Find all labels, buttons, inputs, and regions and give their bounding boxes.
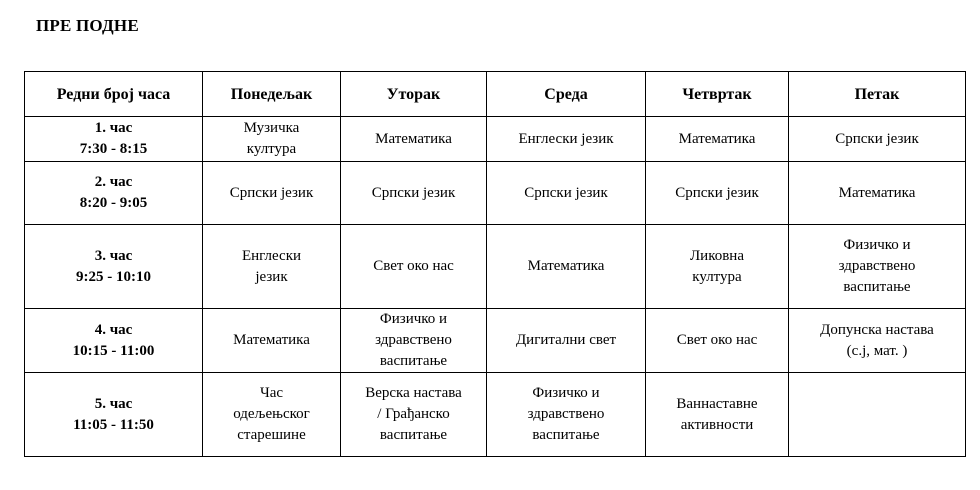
subject-line: Енглески — [241, 247, 302, 264]
tuesday-cell — [341, 309, 487, 373]
subject-line: Физичко и — [379, 311, 448, 327]
subject-line: Српски језик — [835, 130, 919, 147]
table-row — [25, 309, 966, 373]
tuesday-cell — [341, 373, 487, 457]
lesson-time: 7:30 - 8:15 — [79, 141, 148, 157]
tuesday-cell — [341, 117, 487, 162]
subject-line: Физичко и — [532, 385, 600, 401]
subject-line: култура — [246, 141, 297, 157]
monday-cell — [203, 162, 341, 225]
subject-line: (с.ј, мат. ) — [846, 342, 908, 359]
subject-line: Свет око нас — [373, 258, 454, 274]
subject-line: Српски језик — [229, 184, 314, 201]
wednesday-cell — [487, 309, 646, 373]
lesson-number-cell — [25, 309, 203, 373]
header-cell-tuesday: Уторак — [341, 72, 487, 117]
thursday-cell — [646, 373, 789, 457]
tuesday-cell — [341, 225, 487, 309]
thursday-cell — [646, 225, 789, 309]
wednesday-cell — [487, 162, 646, 225]
lesson-number: 3. час — [94, 247, 133, 264]
wednesday-cell — [487, 225, 646, 309]
wednesday-cell — [487, 117, 646, 162]
subject-line: васпитање — [843, 279, 911, 295]
friday-cell — [789, 225, 966, 309]
subject-line: Свет око нас — [676, 332, 758, 348]
subject-line: Физичко и — [843, 237, 911, 253]
table-row — [25, 117, 966, 162]
monday-cell — [203, 373, 341, 457]
subject-line: Дигитални свет — [515, 332, 617, 348]
subject-line: Ликовна — [690, 247, 744, 264]
lesson-time: 8:20 - 9:05 — [79, 195, 148, 211]
table-row — [25, 373, 966, 457]
thursday-cell — [646, 162, 789, 225]
lesson-number: 2. час — [94, 174, 133, 190]
schedule-table — [24, 71, 966, 457]
header-cell-monday: Понедељак — [203, 72, 341, 117]
lesson-number: 1. час — [94, 120, 133, 136]
tuesday-cell — [341, 162, 487, 225]
subject-line: васпитање — [532, 427, 600, 443]
friday-cell — [789, 162, 966, 225]
subject-line: Музичка — [243, 120, 300, 136]
subject-line: Математика — [838, 184, 916, 201]
lesson-number: 5. час — [94, 395, 133, 412]
subject-line: језик — [255, 268, 288, 285]
subject-line: активности — [680, 416, 754, 433]
lesson-time: 11:05 - 11:50 — [73, 416, 154, 433]
wednesday-cell — [487, 373, 646, 457]
lesson-number-cell — [25, 225, 203, 309]
friday-cell — [789, 309, 966, 373]
monday-cell — [203, 117, 341, 162]
thursday-cell — [646, 117, 789, 162]
subject-line: Математика — [233, 332, 310, 348]
lesson-number: 4. час — [94, 321, 133, 338]
subject-line: Енглески језик — [518, 130, 614, 147]
table-row — [25, 225, 966, 309]
subject-line: / Грађанско — [377, 406, 450, 422]
subject-line: Математика — [375, 130, 452, 147]
subject-line: здравствено — [375, 332, 452, 348]
page-title: ПРЕ ПОДНЕ — [36, 16, 139, 35]
subject-line: Математика — [527, 258, 605, 274]
subject-line: Верска настава — [365, 385, 462, 401]
header-row — [25, 72, 966, 117]
lesson-time: 9:25 - 10:10 — [76, 268, 151, 285]
header-cell-friday: Петак — [789, 72, 966, 117]
subject-line: здравствено — [527, 406, 605, 422]
subject-line: Допунска настава — [820, 321, 934, 338]
subject-line: Српски језик — [524, 184, 608, 201]
subject-line: Српски језик — [371, 184, 456, 201]
monday-cell — [203, 309, 341, 373]
subject-line: Српски језик — [675, 184, 759, 201]
subject-line: старешине — [237, 427, 306, 443]
friday-cell — [789, 373, 966, 457]
header-cell-lesson-number: Редни број часа — [25, 72, 203, 117]
monday-cell — [203, 225, 341, 309]
subject-line: Ваннаставне — [676, 395, 758, 412]
lesson-number-cell — [25, 373, 203, 457]
lesson-number-cell — [25, 117, 203, 162]
table-row — [25, 162, 966, 225]
thursday-cell — [646, 309, 789, 373]
header-cell-wednesday: Среда — [487, 72, 646, 117]
lesson-time: 10:15 - 11:00 — [72, 342, 155, 359]
header-cell-thursday: Четвртак — [646, 72, 789, 117]
lesson-number-cell — [25, 162, 203, 225]
subject-line: култура — [692, 268, 742, 285]
subject-line: васпитање — [379, 427, 448, 443]
friday-cell — [789, 117, 966, 162]
subject-line: васпитање — [379, 353, 448, 369]
subject-line: здравствено — [838, 258, 916, 274]
subject-line: Математика — [678, 130, 756, 147]
subject-line: Час — [259, 385, 284, 401]
subject-line: одељењског — [233, 406, 310, 422]
